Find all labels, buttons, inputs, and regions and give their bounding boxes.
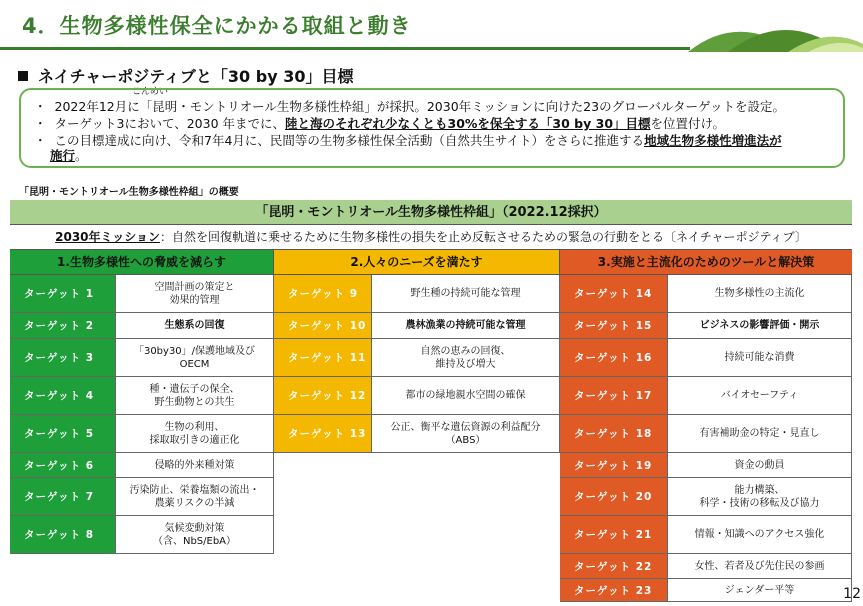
target-description: 汚染防止、栄養塩類の流出・ 農薬リスクの半減 [116,478,274,516]
framework-title: 「昆明・モントリオール生物多様性枠組」（2022.12採択） [10,200,852,225]
target-description: 女性、若者及び先住民の参画 [668,554,852,579]
target-description: 生物の利用、 採取取引きの適正化 [116,415,274,453]
mission-row: 2030年ミッション：自然を回復軌道に乗せるために生物多様性の損失を止め反転させるための緊急の行動をとる〔ネイチャーポジティブ〕 [10,225,852,250]
target-label: ターゲット 6 [10,453,116,478]
target-label: ターゲット 21 [560,516,668,554]
target-label: ターゲット 10 [274,313,372,339]
target-label: ターゲット 5 [10,415,116,453]
target-label: ターゲット 17 [560,377,668,415]
target-description: 有害補助金の特定・見直し [668,415,852,453]
table-caption: 「昆明・モントリオール生物多様性枠組」の概要 [19,187,239,198]
target-label: ターゲット 14 [560,275,668,313]
target-label: ターゲット 9 [274,275,372,313]
target-label: ターゲット 3 [10,339,116,377]
page-title: 4．生物多様性保全にかかる取組と動き [22,14,412,38]
target-description: 種・遺伝子の保全、 野生動物との共生 [116,377,274,415]
target-label: ターゲット 16 [560,339,668,377]
target-description: 生物多様性の主流化 [668,275,852,313]
section-subtitle: ネイチャーポジティブと「30 by 30」目標 [18,64,353,87]
target-label: ターゲット 1 [10,275,116,313]
target-label: ターゲット 20 [560,478,668,516]
target-description: 公正、衡平な遺伝資源の利益配分 （ABS） [372,415,560,453]
target-description: 都市の緑地親水空間の確保 [372,377,560,415]
target-description: 侵略的外来種対策 [116,453,274,478]
target-label: ターゲット 23 [560,579,668,602]
page-number: 12 [843,586,861,602]
hills-decoration-icon [688,14,863,54]
column-header-1: 1.生物多様性への脅威を減らす [10,250,274,275]
bullet-3: ・ この目標達成に向け、令和7年4月に、民間等の生物多様性保全活動（自然共生サイト）をさらに推進する地域生物多様性増進法が 施行。 [34,133,782,163]
target-description: 「30by30」/保護地域及び OECM [116,339,274,377]
ruby-annotation: こんめい [132,87,169,97]
header-rule [0,47,690,50]
target-label: ターゲット 8 [10,516,116,554]
target-label: ターゲット 12 [274,377,372,415]
target-label: ターゲット 13 [274,415,372,453]
target-description: 生態系の回復 [116,313,274,339]
target-description: 能力構築、 科学・技術の移転及び協力 [668,478,852,516]
target-description: 情報・知識へのアクセス強化 [668,516,852,554]
target-description: ビジネスの影響評価・開示 [668,313,852,339]
target-description: 資金の動員 [668,453,852,478]
target-description: 空間計画の策定と 効果的管理 [116,275,274,313]
target-label: ターゲット 22 [560,554,668,579]
target-description: 野生種の持続可能な管理 [372,275,560,313]
target-label: ターゲット 4 [10,377,116,415]
target-description: 自然の恵みの回復、 維持及び増大 [372,339,560,377]
target-label: ターゲット 11 [274,339,372,377]
column-header-3: 3.実施と主流化のためのツールと解決策 [560,250,852,275]
bullet-1: ・ 2022年12月に「昆明・モントリオール生物多様性枠組」が採択。2030年ミッションに向けた23のグローバルターゲットを設定。 [34,99,785,114]
target-description: バイオセーフティ [668,377,852,415]
target-description: 農林漁業の持続可能な管理 [372,313,560,339]
target-label: ターゲット 18 [560,415,668,453]
target-label: ターゲット 15 [560,313,668,339]
target-label: ターゲット 7 [10,478,116,516]
target-description: ジェンダー平等 [668,579,852,602]
column-header-2: 2.人々のニーズを満たす [274,250,560,275]
target-label: ターゲット 19 [560,453,668,478]
bullet-2: ・ ターゲット3において、2030 年までに、陸と海のそれぞれ少なくとも30%を保全する「30 by 30」目標を位置付け。 [34,116,726,131]
target-label: ターゲット 2 [10,313,116,339]
target-description: 気候変動対策 （含、NbS/EbA） [116,516,274,554]
target-description: 持続可能な消費 [668,339,852,377]
page-header [0,0,863,56]
